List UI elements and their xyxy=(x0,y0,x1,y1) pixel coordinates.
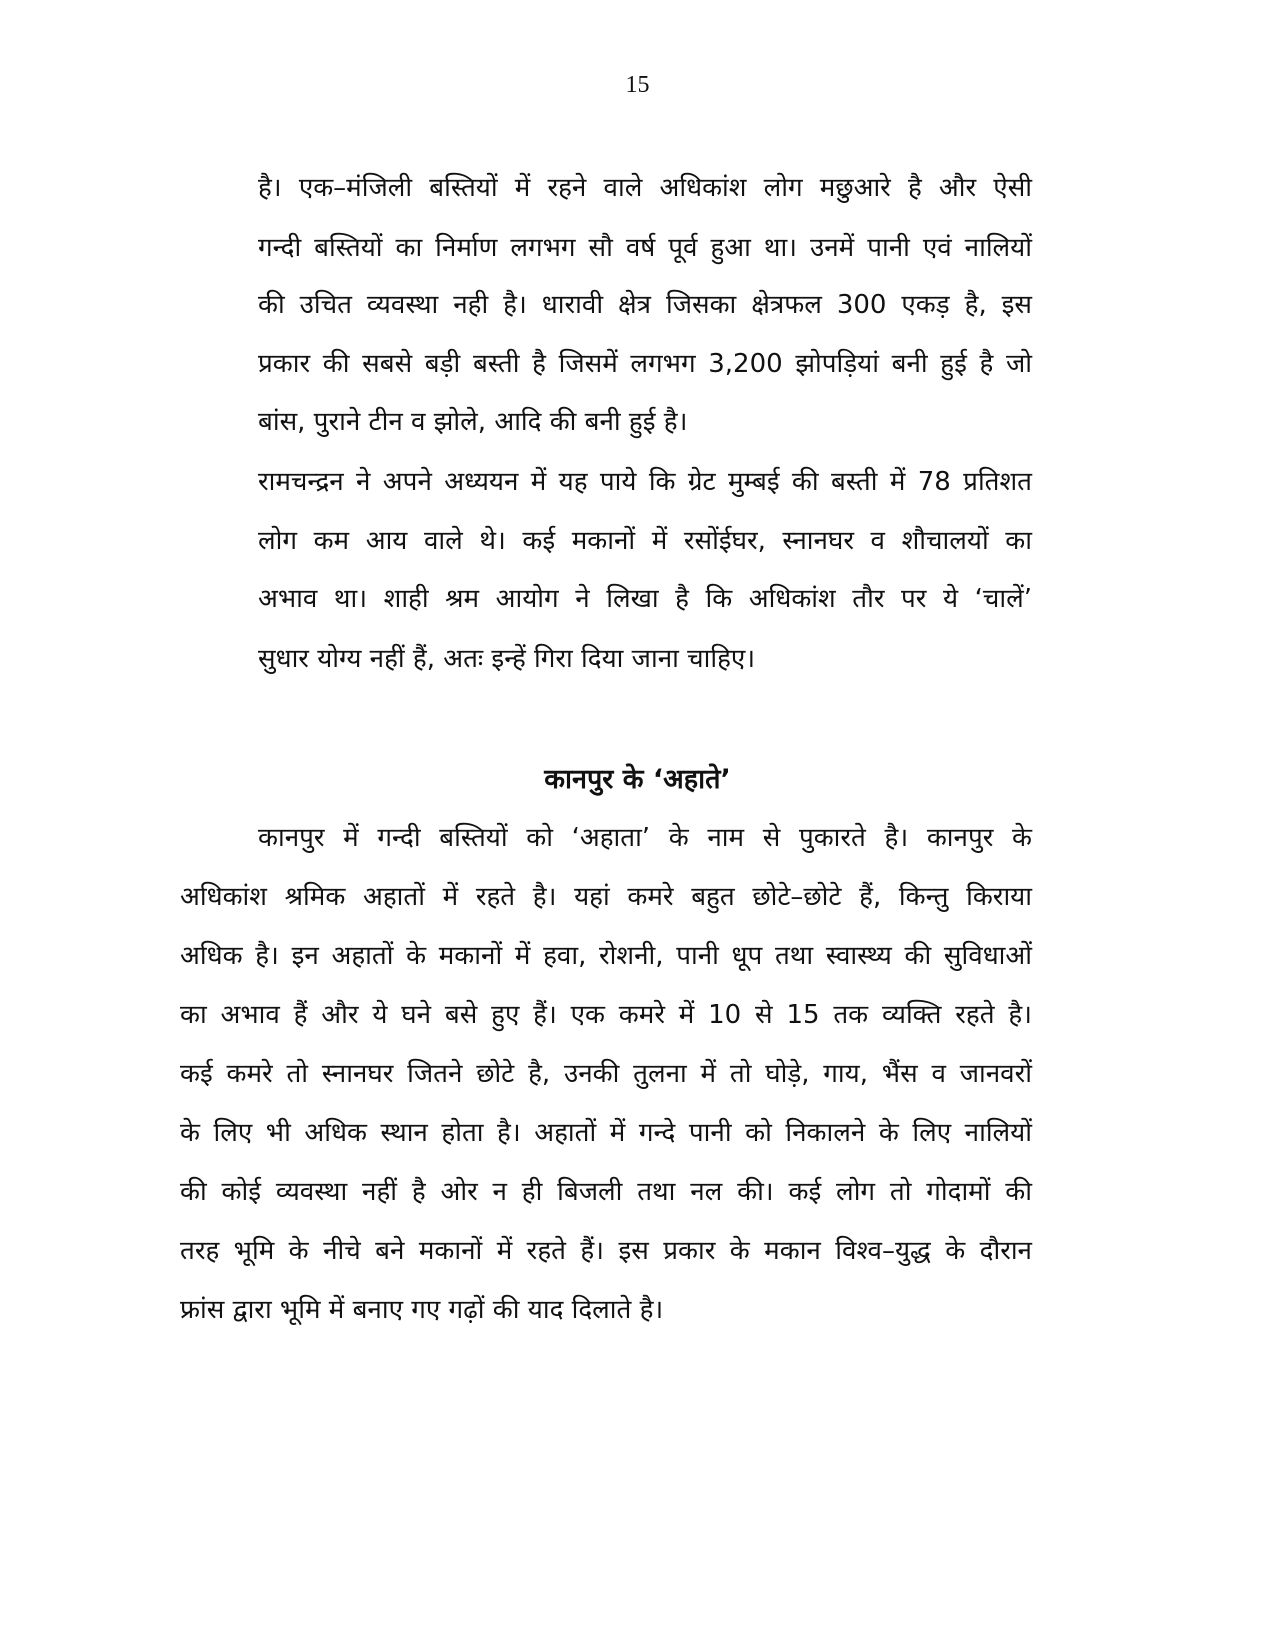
text-line: प्रकार की सबसे बड़ी बस्ती है जिसमें लगभग 3,200 झोपड़ियां बनी हुई है जो xyxy=(258,349,1032,379)
text-line: गन्दी बस्तियों का निर्माण लगभग सौ वर्ष पूर्व हुआ था। उनमें पानी एवं नालियों xyxy=(258,233,1032,263)
text-line: अधिकांश श्रमिक अहातों में रहते है। यहां कमरे बहुत छोटे–छोटे हैं, किन्तु किराया xyxy=(180,882,1032,912)
text-line: सुधार योग्य नहीं हैं, अतः इन्हें गिरा दिया जाना चाहिए। xyxy=(258,644,756,674)
text-line: का अभाव हैं और ये घने बसे हुए हैं। एक कमरे में 10 से 15 तक व्यक्ति रहते है। xyxy=(180,1000,1032,1030)
text-line: की उचित व्यवस्था नही है। धारावी क्षेत्र जिसका क्षेत्रफल 300 एकड़ है, इस xyxy=(258,290,1032,320)
text-line: अधिक है। इन अहातों के मकानों में हवा, रोशनी, पानी धूप तथा स्वास्थ्य की सुविधाओं xyxy=(180,941,1032,971)
text-line: के लिए भी अधिक स्थान होता है। अहातों में गन्दे पानी को निकालने के लिए नालियों xyxy=(180,1118,1032,1148)
page-number: 15 xyxy=(625,72,650,98)
text-line: है। एक–मंजिली बस्तियों में रहने वाले अधिकांश लोग मछुआरे है और ऐसी xyxy=(258,173,1033,203)
text-line: फ्रांस द्वारा भूमि में बनाए गए गढ़ों की याद दिलाते है। xyxy=(180,1295,664,1325)
text-line: कानपुर में गन्दी बस्तियों को ‘अहाता’ के नाम से पुकारते है। कानपुर के xyxy=(258,823,1032,853)
text-line: बांस, पुराने टीन व झोले, आदि की बनी हुई है। xyxy=(258,407,688,437)
text-line: की कोई व्यवस्था नहीं है ओर न ही बिजली तथा नल की। कई लोग तो गोदामों की xyxy=(180,1177,1032,1207)
section-heading: कानपुर के ‘अहाते’ xyxy=(544,764,731,795)
text-line: अभाव था। शाही श्रम आयोग ने लिखा है कि अधिकांश तौर पर ये ‘चालें’ xyxy=(258,584,1032,614)
text-line: कई कमरे तो स्नानघर जितने छोटे है, उनकी तुलना में तो घोड़े, गाय, भैंस व जानवरों xyxy=(180,1059,1032,1089)
text-line: तरह भूमि के नीचे बने मकानों में रहते हैं। इस प्रकार के मकान विश्व–युद्ध के दौरान xyxy=(180,1236,1032,1266)
text-line: रामचन्द्रन ने अपने अध्ययन में यह पाये कि ग्रेट मुम्बई की बस्ती में 78 प्रतिशत xyxy=(258,467,1032,497)
text-line: लोग कम आय वाले थे। कई मकानों में रसोंईघर, स्नानघर व शौचालयों का xyxy=(258,526,1032,556)
